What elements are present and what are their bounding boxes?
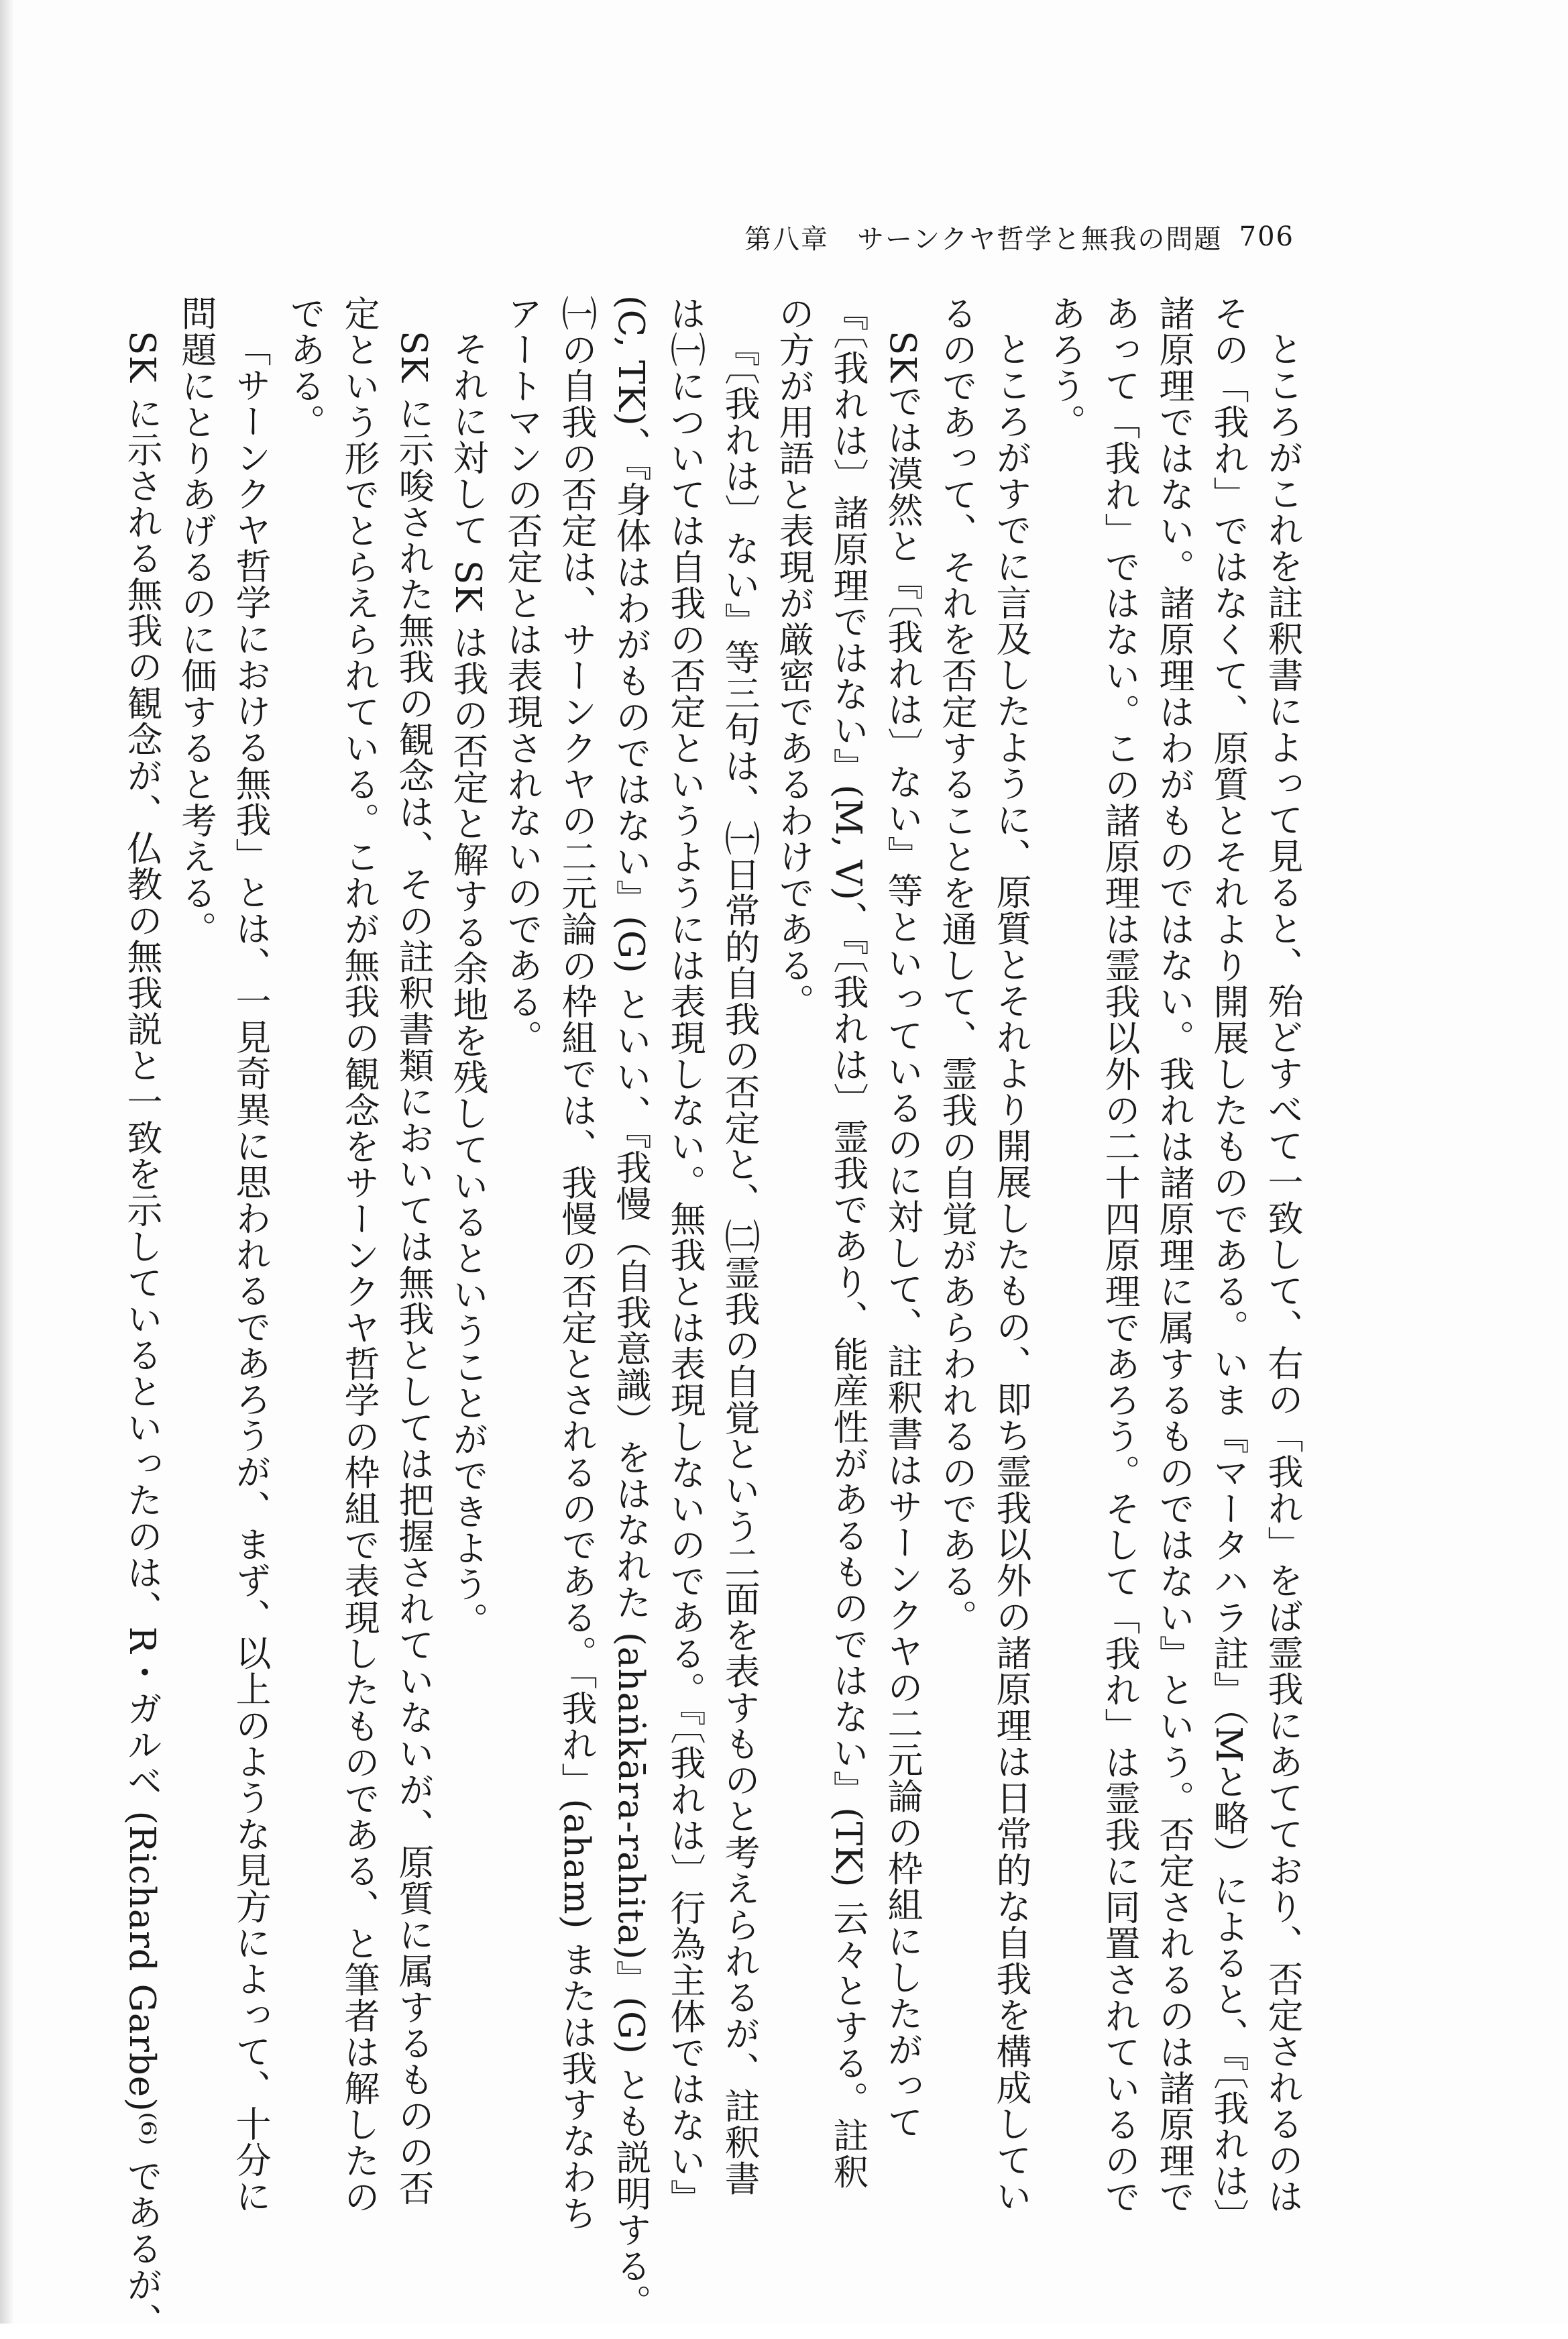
chapter-title: 第八章 サーンクヤ哲学と無我の問題 xyxy=(744,223,1223,255)
running-header xyxy=(744,213,1294,260)
text-column-22: SK に示される無我の観念が、仏教の無我説と一致を示しているといったのは、R・ガルベ (Richard Garbe)⁽⁶⁾ であるが、 xyxy=(121,331,162,2339)
text-column-5: あろう。 xyxy=(1045,295,1086,440)
text-column-12: は㈠については自我の否定というようには表現しない。無我とは表現しないのである。『〔我れは〕行為主体ではない』 xyxy=(665,295,706,2216)
text-column-15: アートマンの否定とは表現されないのである。 xyxy=(502,295,543,1056)
text-column-11: 『〔我れは〕ない』等三句は、㈠日常的自我の否定と、㈡霊我の自覚という二面を表すものと考えられるが、註釈書 xyxy=(719,331,760,2197)
text-column-13: (C, TK)、『身体はわがものではない』(G) といい、『我慢（自我意識）をはなれた (ahaṅkāra-rahita)』(G) とも説明する。 xyxy=(610,295,651,2320)
text-column-4: あって「我れ」ではない。この諸原理は霊我以外の二十四原理であろう。そして「我れ」は霊我に同置されているので xyxy=(1099,295,1140,2215)
text-column-8: SKでは漠然と『〔我れは〕ない』等といっているのに対して、註釈書はサーンクヤの二元論の枠組にしたがって xyxy=(882,331,923,2140)
text-column-14: ㈠の自我の否定は、サーンクヤの二元論の枠組では、我慢の否定とされるのである。「我れ」(aham) または我すなわち xyxy=(556,295,597,2232)
page-gutter-shadow xyxy=(0,0,15,2324)
text-column-6: ところがすでに言及したように、原質とそれより開展したもの、即ち霊我以外の諸原理は日常的な自我を構成してい xyxy=(991,331,1031,2214)
page-number: 706 xyxy=(1239,221,1294,252)
text-column-18: 定という形でとらえられている。これが無我の観念をサーンクヤ哲学の枠組で表現したものである、と筆者は解したの xyxy=(339,295,380,2215)
text-column-16: それに対して SK は我の否定と解する余地を残しているということができよう。 xyxy=(447,331,488,1639)
text-column-7: るのであって、それを否定することを通して、霊我の自覚があらわれるのである。 xyxy=(936,295,977,1635)
text-column-2: その「我れ」ではなくて、原質とそれより開展したものである。いま『マータハラ註』（Mと略）によると、『〔我れは〕 xyxy=(1208,295,1249,2235)
text-column-20: 「サーンクヤ哲学における無我」とは、一見奇異に思われるであろうが、まず、以上のような見方によって、十分に xyxy=(230,331,271,2214)
text-column-10: の方が用語と表現が厳密であるわけである。 xyxy=(773,295,814,1020)
text-column-17: SK に示唆された無我の観念は、その註釈書類においては無我としては把握されていないが、原質に属するものの否 xyxy=(393,331,434,2206)
text-column-3: 諸原理ではない。諸原理はわがものではない。我れは諸原理に属するものではない』という。否定されるのは諸原理で xyxy=(1154,295,1194,2215)
text-column-19: である。 xyxy=(284,295,325,440)
body-text xyxy=(121,295,1310,2339)
text-column-1: ところがこれを註釈書によって見ると、殆どすべて一致して、右の「我れ」をば霊我にあてており、否定されるのは xyxy=(1262,331,1303,2214)
text-column-21: 問題にとりあげるのに価すると考える。 xyxy=(176,295,217,947)
text-column-9: 『〔我れは〕諸原理ではない』(M, V)、『〔我れは〕霊我であり、能産性があるものではない』(TK) 云々とする。註釈 xyxy=(828,295,869,2190)
